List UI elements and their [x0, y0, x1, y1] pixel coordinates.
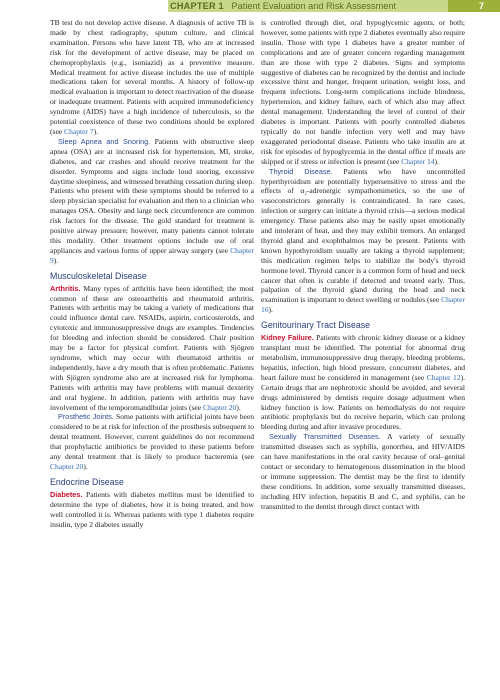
xref-link[interactable]: Chapter 9: [50, 245, 254, 265]
header-spacer: [0, 0, 168, 12]
paragraph-diabetes: Diabetes. Patients with diabetes mellitus must be identified to determine the type of diabetes, how it is being treated, and how well controlled it is. Whereas patients with type 1 diabetes require insulin, type 2 diabetes usually: [50, 489, 254, 529]
paragraph-prosthetic-joints: Prosthetic Joints. Some patients with artificial joints have been considered to be at risk for infection of the prosthesis subsequent to dental treatment. However, current guidelines do not recommend that prophylactic antibiotics be provided to these patients before any dental treatment that is likely to produce bacteremia (see Chapter 20).: [50, 412, 254, 471]
section-heading: Genitourinary Tract Disease: [261, 320, 371, 331]
runin-heading: Thyroid Disease.: [269, 166, 333, 176]
runin-heading: Kidney Failure.: [261, 333, 314, 343]
paragraph-thyroid: Thyroid Disease. Patients who have uncontrolled hyperthyroidism are potentially hypersensitive to stress and the effects of α₂-adrenergic sympathomimetics, so the use of vasoconstrictors generally is contraindicated. In rare cases, infection or surgery can initiate a thyroid crisis—a serious medical emergency. These patients also may be easily upset emotionally and intolerant of heat, and they may exhibit tremors. An enlarged thyroid gland and exophthalmos may be present. Patients with known hypothyroidism usually are taking a thyroid supplement; this medication regimen helps to stabilize the body's thyroid hormone level. Thyroid cancer is a common form of head and neck cancer that often is curable if detected and treated early. Thus, palpation of the thyroid gland during the head and neck examination is important to detect swelling or nodules (see Chapter 16).: [261, 166, 465, 315]
right-column: [261, 18, 465, 512]
xref-link[interactable]: Chapter 12: [426, 372, 461, 382]
paragraph-tb: TB test do not develop active disease. A diagnosis of active TB is made by chest radiography, sputum culture, and clinical examination. Persons who have latent TB, who are at increased risk for the development of active disease, may be placed on chemoprophylaxis (e.g., isoniazid) as a preventive measure. Medical treatment for active disease includes the use of multiple medications taken for several months. A history of follow-up medical evaluation is important to detect reactivation of the disease or inadequate treatment. Patients with acquired immunodeficiency syndrome (AIDS) have a high incidence of tuberculosis, so the potential coexistence of these two conditions should be explored (see Chapter 7).: [50, 18, 254, 136]
paragraph-diabetes-cont: is controlled through diet, oral hypoglycemic agents, or both; however, some patients with type 2 diabetes eventually also require insulin. Those with type 1 diabetes have a greater number of complications and are of greater concern regarding management than are those with type 2 diabetes. Signs and symptoms suggestive of diabetes can be recognized by the dentist and include excessive thirst and hunger, frequent urination, weight loss, and frequent infections. Long-term complications include blindness, hypertension, and kidney failure, each of which also may affect dental management. Understanding the level of control of their diabetes is important. Patients with poorly controlled diabetes typically do not handle infection very well and may have exaggerated periodontal disease. Patients who take insulin are at risk for episodes of hypoglycemia in the dental office if meals are skipped or if stress or infection is present (see Chapter 14).: [261, 18, 465, 166]
chapter-label: CHAPTER 1: [170, 1, 224, 11]
left-column: [50, 18, 254, 530]
xref-link[interactable]: Chapter 14: [401, 156, 435, 166]
page-number-box: [448, 0, 500, 12]
xref-link[interactable]: Chapter 7: [64, 126, 94, 136]
chapter-title: Patient Evaluation and Risk Assessment: [231, 1, 396, 11]
xref-link[interactable]: Chapter 16: [261, 295, 465, 315]
xref-link[interactable]: Chapter 20: [203, 402, 237, 412]
runin-heading: Diabetes.: [50, 489, 83, 499]
section-heading: Musculoskeletal Disease: [50, 270, 147, 281]
runin-heading: Sleep Apnea and Snoring.: [58, 136, 151, 146]
page-number: 7: [478, 1, 484, 11]
running-header: [170, 0, 396, 12]
paragraph-arthritis: Arthritis. Many types of arthritis have been identified; the most common of these are osteoarthritis and rheumatoid arthritis. Patients with arthritis may be taking a variety of medications that could influence dental care. NSAIDs, aspirin, corticosteroids, and cytotoxic and immunosuppressive drugs are examples. Tendencies for bleeding and infection should be considered. Chair position may be a factor for physical comfort. Patients with Sjögren syndrome, which may occur with rheumatoid arthritis or independently, have a dry mouth that is often problematic. Patients with Sjögren syndrome also are at increased risk for lymphoma. Patients with arthritis may have problems with manual dexterity and oral hygiene. In addition, patients with arthritis may have involvement of the temporomandibular joints (see Chapter 20).: [50, 283, 254, 412]
runin-heading: Sexually Transmitted Diseases.: [269, 432, 381, 442]
xref-link[interactable]: Chapter 20: [50, 461, 84, 471]
section-heading: Endocrine Disease: [50, 476, 124, 487]
runin-heading: Prosthetic Joints.: [58, 412, 114, 422]
paragraph-sleep-apnea: Sleep Apnea and Snoring. Patients with obstructive sleep apnea (OSA) are at increased risk for hypertension, MI, stroke, diabetes, and car crashes and should receive treatment for the disorder. Symptoms and signs include loud snoring, excessive daytime sleepiness, and witnessed breathing cessation during sleep. Patients who present with these symptoms should be referred to a sleep physician specialist for evaluation and then to a clinician who manages OSA. Obesity and large neck circumference are common risk factors for the disease. The gold standard for treatment is positive airway pressure; however, many patients cannot tolerate this modality. Other treatment options include use of oral appliances and various forms of upper airway surgery (see Chapter 9).: [50, 136, 255, 265]
runin-heading: Arthritis.: [50, 283, 81, 293]
paragraph-std: Sexually Transmitted Diseases. A variety of sexually transmitted diseases such as syphilis, gonorrhea, and HIV/AIDS can have manifestations in the oral cavity because of oral–genital contact or secondary to hematogenous dissemination in the blood or immune suppression. The dentist may be the first to identify these conditions. In addition, some sexually transmitted diseases, including HIV infection, hepatitis B and C, and syphilis, can be transmitted to the dentist through direct contact with: [261, 432, 466, 511]
paragraph-kidney-failure: Kidney Failure. Patients with chronic kidney disease or a kidney transplant must be identified. The potential for abnormal drug metabolism, immunosuppressive drug therapy, bleeding problems, hepatitis, infection, high blood pressure, concurrent diabetes, and heart failure must be considered in management (see Chapter 12). Certain drugs that are nephrotoxic should be avoided, and several drugs administered by dentists require dosage adjustment when kidney function is low. Patients on hemodialysis do not require antibiotic prophylaxis but do receive heparin, which can prolong bleeding during and after invasive procedures.: [261, 333, 465, 432]
